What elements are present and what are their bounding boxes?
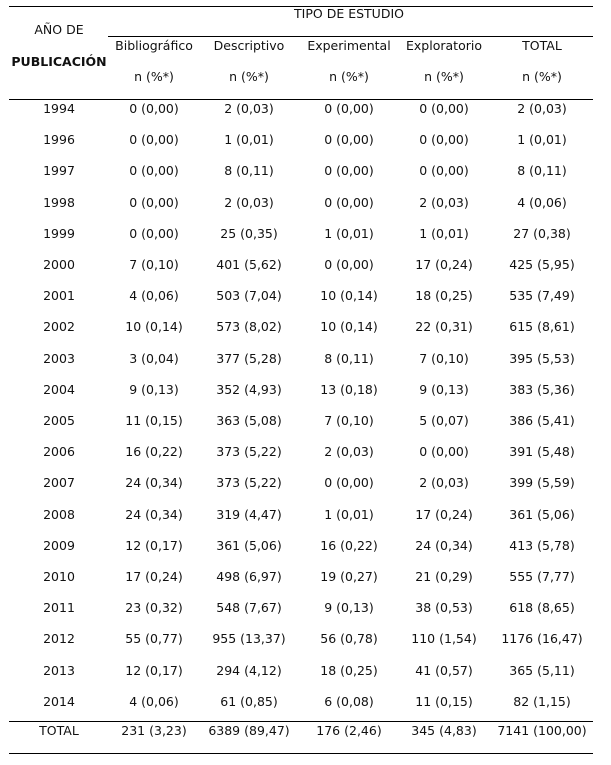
col-header-bibliografico: Bibliográfico — [115, 38, 193, 53]
table-row — [0, 443, 611, 474]
col-header-descriptivo: Descriptivo — [213, 38, 285, 53]
table-cell: 373 (5,22) — [216, 475, 282, 491]
unit-label: n (%*) — [424, 69, 464, 84]
total-cell: 6389 (89,47) — [208, 723, 290, 738]
table-cell: 615 (8,61) — [509, 319, 575, 335]
year-cell: 2002 — [43, 319, 75, 335]
year-cell: 2007 — [43, 475, 75, 491]
table-cell: 294 (4,12) — [216, 662, 282, 678]
table-cell: 0 (0,00) — [129, 194, 179, 210]
table-cell: 5 (0,07) — [419, 413, 469, 428]
table-cell: 8 (0,11) — [324, 350, 374, 366]
unit-label: n (%*) — [522, 69, 562, 84]
table-cell: 0 (0,00) — [324, 163, 374, 179]
table-cell: 0 (0,00) — [324, 194, 374, 210]
table-row — [0, 256, 611, 287]
year-cell: 1996 — [43, 132, 75, 148]
table-cell: 2 (0,03) — [517, 101, 567, 116]
col-header-total: TOTAL — [522, 38, 562, 53]
table-row — [0, 287, 611, 318]
year-header-line2: PUBLICACIÓN — [11, 54, 107, 69]
table-cell: 0 (0,00) — [129, 101, 179, 116]
table-cell: 319 (4,47) — [216, 506, 282, 522]
year-cell: 2011 — [43, 600, 75, 616]
group-header: TIPO DE ESTUDIO — [294, 6, 404, 21]
table-row — [0, 131, 611, 162]
year-cell: 2014 — [43, 693, 75, 709]
table-cell: 548 (7,67) — [216, 600, 282, 616]
table-cell: 110 (1,54) — [411, 631, 477, 647]
table-cell: 13 (0,18) — [320, 381, 378, 397]
table-cell: 361 (5,06) — [216, 537, 282, 553]
table-cell: 2 (0,03) — [419, 194, 469, 210]
table-cell: 0 (0,00) — [129, 225, 179, 241]
table-cell: 61 (0,85) — [220, 693, 278, 709]
table-cell: 12 (0,17) — [125, 662, 183, 678]
table-row — [0, 474, 611, 505]
year-cell: 2003 — [43, 350, 75, 366]
table-cell: 8 (0,11) — [517, 163, 567, 179]
table-row — [0, 225, 611, 256]
year-cell: 1999 — [43, 225, 75, 241]
table-cell: 4 (0,06) — [129, 288, 179, 304]
year-cell: 2009 — [43, 537, 75, 553]
table-cell: 16 (0,22) — [125, 444, 183, 460]
table-cell: 82 (1,15) — [513, 693, 571, 709]
year-cell: 2012 — [43, 631, 75, 647]
table-cell: 0 (0,00) — [419, 101, 469, 116]
total-cell: 176 (2,46) — [316, 723, 382, 738]
table-cell: 41 (0,57) — [415, 662, 473, 678]
table-row — [0, 100, 611, 131]
total-cell: 7141 (100,00) — [497, 723, 587, 738]
table-cell: 0 (0,00) — [324, 132, 374, 148]
table-cell: 4 (0,06) — [517, 194, 567, 210]
table-cell: 9 (0,13) — [129, 381, 179, 397]
unit-label: n (%*) — [329, 69, 369, 84]
col-header-exploratorio: Exploratorio — [406, 38, 482, 53]
table-cell: 573 (8,02) — [216, 319, 282, 335]
table-row — [0, 381, 611, 412]
table-cell: 55 (0,77) — [125, 631, 183, 647]
table-cell: 1 (0,01) — [224, 132, 274, 148]
table-cell: 535 (7,49) — [509, 288, 575, 304]
table-cell: 10 (0,14) — [320, 288, 378, 304]
table-cell: 1 (0,01) — [517, 132, 567, 148]
table-cell: 399 (5,59) — [509, 475, 575, 491]
table-cell: 17 (0,24) — [415, 506, 473, 522]
table-cell: 56 (0,78) — [320, 631, 378, 647]
group-rule — [108, 36, 593, 37]
table-cell: 1176 (16,47) — [501, 631, 583, 647]
table-cell: 401 (5,62) — [216, 257, 282, 272]
table-cell: 361 (5,06) — [509, 506, 575, 522]
table-cell: 21 (0,29) — [415, 569, 473, 584]
col-header-experimental: Experimental — [307, 38, 391, 53]
table-row — [0, 506, 611, 537]
table-cell: 17 (0,24) — [415, 257, 473, 272]
table-cell: 24 (0,34) — [415, 537, 473, 553]
table-cell: 383 (5,36) — [509, 381, 575, 397]
table-row — [0, 318, 611, 349]
bottom-rule — [9, 753, 593, 754]
unit-label: n (%*) — [229, 69, 269, 84]
table-cell: 2 (0,03) — [224, 101, 274, 116]
table-cell: 10 (0,14) — [320, 319, 378, 335]
table-cell: 503 (7,04) — [216, 288, 282, 304]
table-cell: 395 (5,53) — [509, 350, 575, 366]
table-row — [0, 537, 611, 568]
year-cell: 2005 — [43, 413, 75, 428]
year-cell: 1997 — [43, 163, 75, 179]
table-cell: 9 (0,13) — [324, 600, 374, 616]
total-row — [0, 722, 611, 753]
table-cell: 425 (5,95) — [509, 257, 575, 272]
table-cell: 11 (0,15) — [415, 693, 473, 709]
year-cell: 2008 — [43, 506, 75, 522]
table-cell: 0 (0,00) — [129, 163, 179, 179]
table-cell: 1 (0,01) — [324, 506, 374, 522]
table-cell: 4 (0,06) — [129, 693, 179, 709]
table-cell: 9 (0,13) — [419, 381, 469, 397]
table-cell: 22 (0,31) — [415, 319, 473, 335]
year-cell: 2000 — [43, 257, 75, 272]
table-cell: 25 (0,35) — [220, 225, 278, 241]
table-cell: 12 (0,17) — [125, 537, 183, 553]
table-cell: 38 (0,53) — [415, 600, 473, 616]
year-cell: 1998 — [43, 194, 75, 210]
table-row — [0, 194, 611, 225]
table-cell: 24 (0,34) — [125, 475, 183, 491]
table-cell: 17 (0,24) — [125, 569, 183, 584]
table-cell: 1 (0,01) — [324, 225, 374, 241]
year-cell: 2013 — [43, 662, 75, 678]
table-cell: 19 (0,27) — [320, 569, 378, 584]
table-cell: 373 (5,22) — [216, 444, 282, 460]
table-row — [0, 568, 611, 599]
year-cell: 1994 — [43, 101, 75, 116]
table-cell: 618 (8,65) — [509, 600, 575, 616]
year-cell: 2001 — [43, 288, 75, 304]
table-cell: 386 (5,41) — [509, 413, 575, 428]
table-cell: 2 (0,03) — [419, 475, 469, 491]
table-row — [0, 599, 611, 630]
year-cell: 2004 — [43, 381, 75, 397]
table-cell: 10 (0,14) — [125, 319, 183, 335]
table-cell: 2 (0,03) — [324, 444, 374, 460]
unit-label: n (%*) — [134, 69, 174, 84]
table-cell: 413 (5,78) — [509, 537, 575, 553]
table-cell: 0 (0,00) — [129, 132, 179, 148]
table-cell: 377 (5,28) — [216, 350, 282, 366]
table-cell: 27 (0,38) — [513, 225, 571, 241]
table-cell: 498 (6,97) — [216, 569, 282, 584]
table-cell: 0 (0,00) — [419, 163, 469, 179]
year-cell: 2010 — [43, 569, 75, 584]
table-cell: 18 (0,25) — [320, 662, 378, 678]
table-cell: 352 (4,93) — [216, 381, 282, 397]
table-cell: 0 (0,00) — [324, 475, 374, 491]
table-cell: 0 (0,00) — [419, 444, 469, 460]
table-row — [0, 630, 611, 661]
table-cell: 7 (0,10) — [419, 350, 469, 366]
year-cell: 2006 — [43, 444, 75, 460]
table-cell: 365 (5,11) — [509, 662, 575, 678]
table-row — [0, 412, 611, 443]
table-cell: 3 (0,04) — [129, 350, 179, 366]
table-cell: 7 (0,10) — [129, 257, 179, 272]
total-cell: 345 (4,83) — [411, 723, 477, 738]
table-row — [0, 693, 611, 724]
total-cell: 231 (3,23) — [121, 723, 187, 738]
table-cell: 6 (0,08) — [324, 693, 374, 709]
table-cell: 8 (0,11) — [224, 163, 274, 179]
table-cell: 955 (13,37) — [212, 631, 286, 647]
table-cell: 555 (7,77) — [509, 569, 575, 584]
table-row — [0, 662, 611, 693]
table-cell: 391 (5,48) — [509, 444, 575, 460]
table-cell: 0 (0,00) — [324, 101, 374, 116]
table-row — [0, 162, 611, 193]
table-cell: 18 (0,25) — [415, 288, 473, 304]
table-cell: 23 (0,32) — [125, 600, 183, 616]
table-cell: 24 (0,34) — [125, 506, 183, 522]
table-cell: 2 (0,03) — [224, 194, 274, 210]
table-cell: 11 (0,15) — [125, 413, 183, 428]
table-cell: 16 (0,22) — [320, 537, 378, 553]
table-row — [0, 350, 611, 381]
table-cell: 1 (0,01) — [419, 225, 469, 241]
table-cell: 363 (5,08) — [216, 413, 282, 428]
table-cell: 0 (0,00) — [419, 132, 469, 148]
year-header-line1: AÑO DE — [34, 22, 84, 37]
table-cell: 7 (0,10) — [324, 413, 374, 428]
total-label: TOTAL — [39, 723, 79, 738]
table-cell: 0 (0,00) — [324, 257, 374, 272]
